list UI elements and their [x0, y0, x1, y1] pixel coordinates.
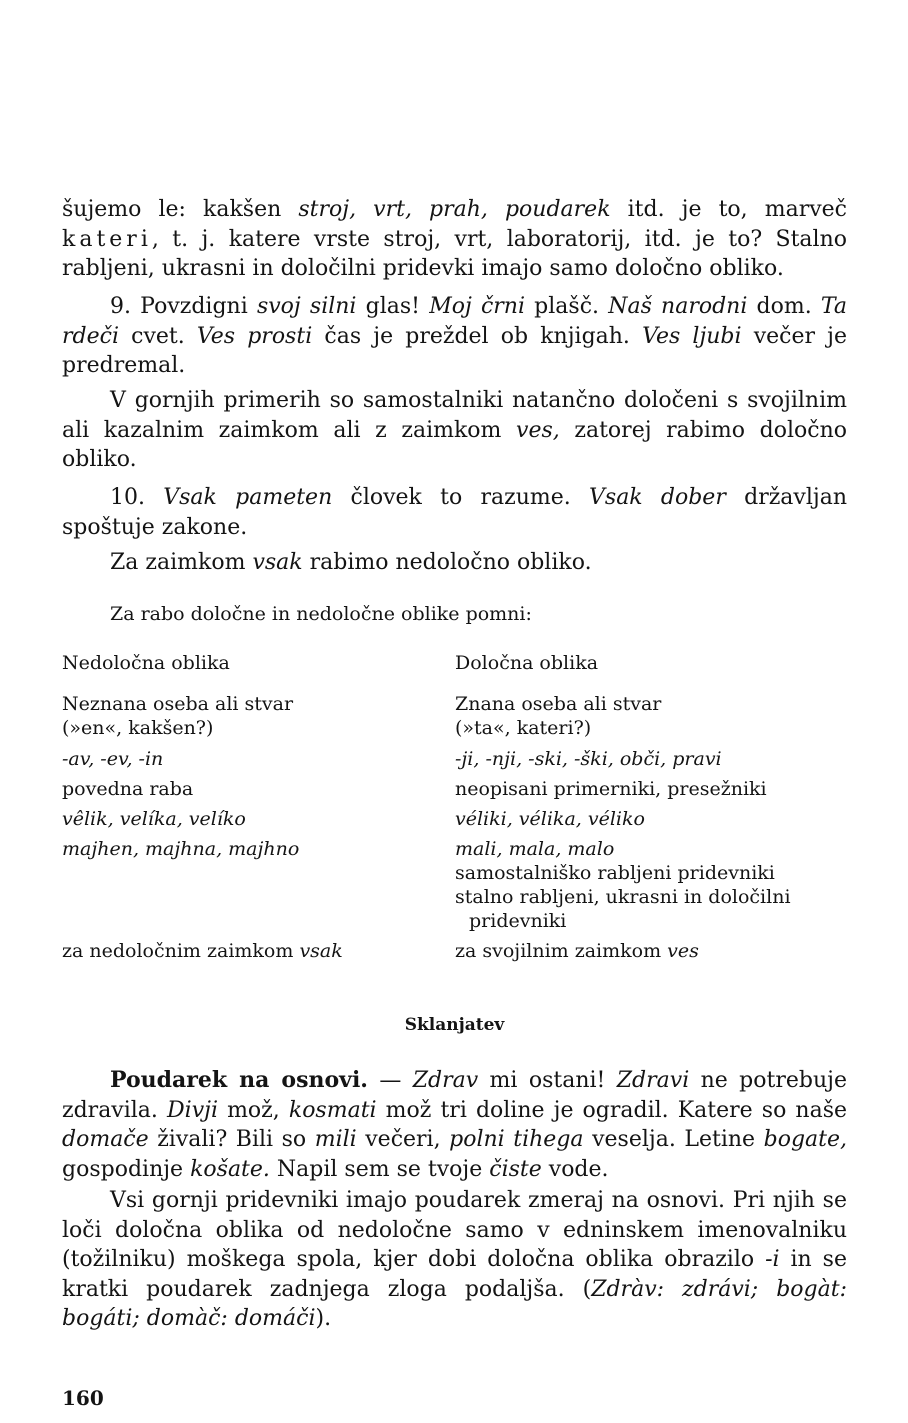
- italic-text: Divji: [167, 1097, 218, 1123]
- paragraph-6: [62, 1066, 847, 1184]
- text: ).: [315, 1306, 332, 1332]
- text: , t. j. katere vrste stroj, vrt, laboratorij, itd. je to? Stalno rabljeni, ukrasni in določilni pridevki imajo samo določno obliko.: [62, 226, 847, 282]
- text: Napil sem se tvoje: [269, 1156, 490, 1182]
- table-cell: majhen, majhna, majhno: [62, 838, 300, 860]
- italic-text: kosmati: [288, 1097, 377, 1123]
- italic-text: ves,: [516, 417, 560, 443]
- italic-text: Ves prosti: [196, 323, 313, 349]
- spaced-text: kateri: [62, 226, 152, 252]
- text: čas je preždel ob knjigah.: [312, 323, 643, 349]
- text: dom.: [747, 294, 821, 319]
- text: mi ostani!: [478, 1068, 617, 1093]
- italic-text: Naš narodni: [608, 294, 748, 319]
- paragraph-4: [62, 483, 847, 542]
- column-header-definite: Določna oblika: [455, 652, 599, 674]
- italic-text: čiste: [489, 1156, 542, 1182]
- italic-text: bogate,: [763, 1127, 847, 1153]
- italic-text: vsak: [299, 940, 343, 962]
- table-cell: (»en«, kakšen?): [62, 717, 214, 739]
- italic-text: polni tihega: [449, 1127, 584, 1153]
- text: gospodinje: [62, 1156, 191, 1182]
- table-cell: Znana oseba ali stvar: [455, 693, 662, 715]
- page-number: 160: [62, 1386, 104, 1410]
- italic-text: Ta rdeči: [62, 294, 848, 349]
- paragraph-7: [62, 1186, 847, 1334]
- paragraph-5: [62, 548, 847, 578]
- italic-text: Zdràv: zdrávi; bogàt: bogáti; domàč: domáči: [62, 1276, 847, 1332]
- table-cell: mali, mala, malo: [455, 838, 615, 860]
- text: šujemo le: kakšen: [62, 197, 299, 222]
- text: itd. je to, marveč: [610, 197, 847, 222]
- table-cell: neopisani primerniki, presežniki: [455, 778, 767, 800]
- text: večer je predremal.: [62, 323, 847, 379]
- bold-text: Poudarek na osnovi.: [110, 1067, 368, 1093]
- table-cell: (»ta«, kateri?): [455, 717, 592, 739]
- text: in se kratki poudarek zadnjega zloga podaljša. (: [62, 1247, 847, 1302]
- column-header-indefinite: Nedoločna oblika: [62, 652, 230, 674]
- text: za svojilnim zaimkom: [455, 940, 668, 962]
- italic-text: vsak: [252, 550, 303, 575]
- text: vode.: [541, 1156, 609, 1182]
- italic-text: domače: [62, 1127, 149, 1153]
- text: 10.: [110, 485, 164, 510]
- text: —: [367, 1068, 413, 1093]
- table-cell: stalno rabljeni, ukrasni in določilni pridevniki: [455, 886, 791, 932]
- italic-text: -i: [765, 1247, 780, 1273]
- table-cell: povedna raba: [62, 778, 194, 800]
- table-cell: vêlik, velíka, velíko: [62, 808, 246, 830]
- text: državljan spoštuje zakone.: [62, 485, 847, 540]
- italic-text: stroj, vrt, prah, poudarek: [298, 197, 611, 222]
- paragraph-3: [62, 386, 847, 475]
- table-cell: [62, 939, 422, 963]
- italic-text: Zdravi: [616, 1068, 690, 1093]
- text: Vsi gornji pridevniki imajo poudarek zmeraj na osnovi. Pri njih se loči določna oblika od nedoločne samo v edninskem imenovalniku (tožilniku) moškega spola, kjer dobi določna oblika obrazilo: [62, 1188, 847, 1273]
- table-cell: [455, 939, 855, 963]
- section-heading: Sklanjatev: [404, 1015, 505, 1035]
- text: Za zaimkom: [110, 550, 253, 575]
- italic-text: Vsak dober: [589, 485, 726, 510]
- paragraph-1: [62, 195, 847, 284]
- text: rabimo nedoločno obliko.: [302, 550, 592, 575]
- text: mož,: [217, 1097, 289, 1123]
- italic-text: mili: [314, 1127, 357, 1153]
- italic-text: Zdrav: [412, 1068, 479, 1093]
- table-cell: -av, -ev, -in: [62, 748, 164, 770]
- italic-text: košate.: [190, 1156, 270, 1182]
- text: cvet.: [118, 323, 197, 349]
- text: mož tri doline je ogradil. Katere so naše: [376, 1097, 847, 1123]
- table-cell: Neznana oseba ali stvar: [62, 693, 294, 715]
- italic-text: Moj črni: [429, 294, 525, 319]
- text: za nedoločnim zaimkom: [62, 940, 300, 962]
- text: V gornjih primerih so samostalniki natančno določeni s svojilnim ali kazalnim zaimkom ali z zaimkom: [62, 388, 847, 443]
- text: veselja. Letine: [583, 1127, 764, 1153]
- text: ne potrebuje zdravila.: [62, 1068, 847, 1123]
- italic-text: Ves ljubi: [642, 323, 742, 349]
- text: zatorej rabimo določno obliko.: [62, 417, 847, 473]
- paragraph-2: [62, 292, 847, 381]
- table-cell: véliki, vélika, véliko: [455, 808, 645, 830]
- italic-text: ves: [667, 940, 699, 962]
- text: človek to razume.: [332, 485, 590, 510]
- table-cell: samostalniško rabljeni pridevniki: [455, 862, 775, 884]
- text: plašč.: [525, 294, 609, 319]
- italic-text: svoj silni: [256, 294, 357, 319]
- table-intro: Za rabo določne in nedoločne oblike pomni:: [110, 603, 532, 625]
- italic-text: Vsak pameten: [163, 485, 333, 510]
- text: glas!: [356, 294, 430, 319]
- text: živali? Bili so: [148, 1127, 315, 1153]
- text: 9. Povzdigni: [110, 294, 257, 319]
- text: večeri,: [356, 1127, 450, 1153]
- table-cell: -ji, -nji, -ski, -ški, obči, pravi: [455, 748, 722, 770]
